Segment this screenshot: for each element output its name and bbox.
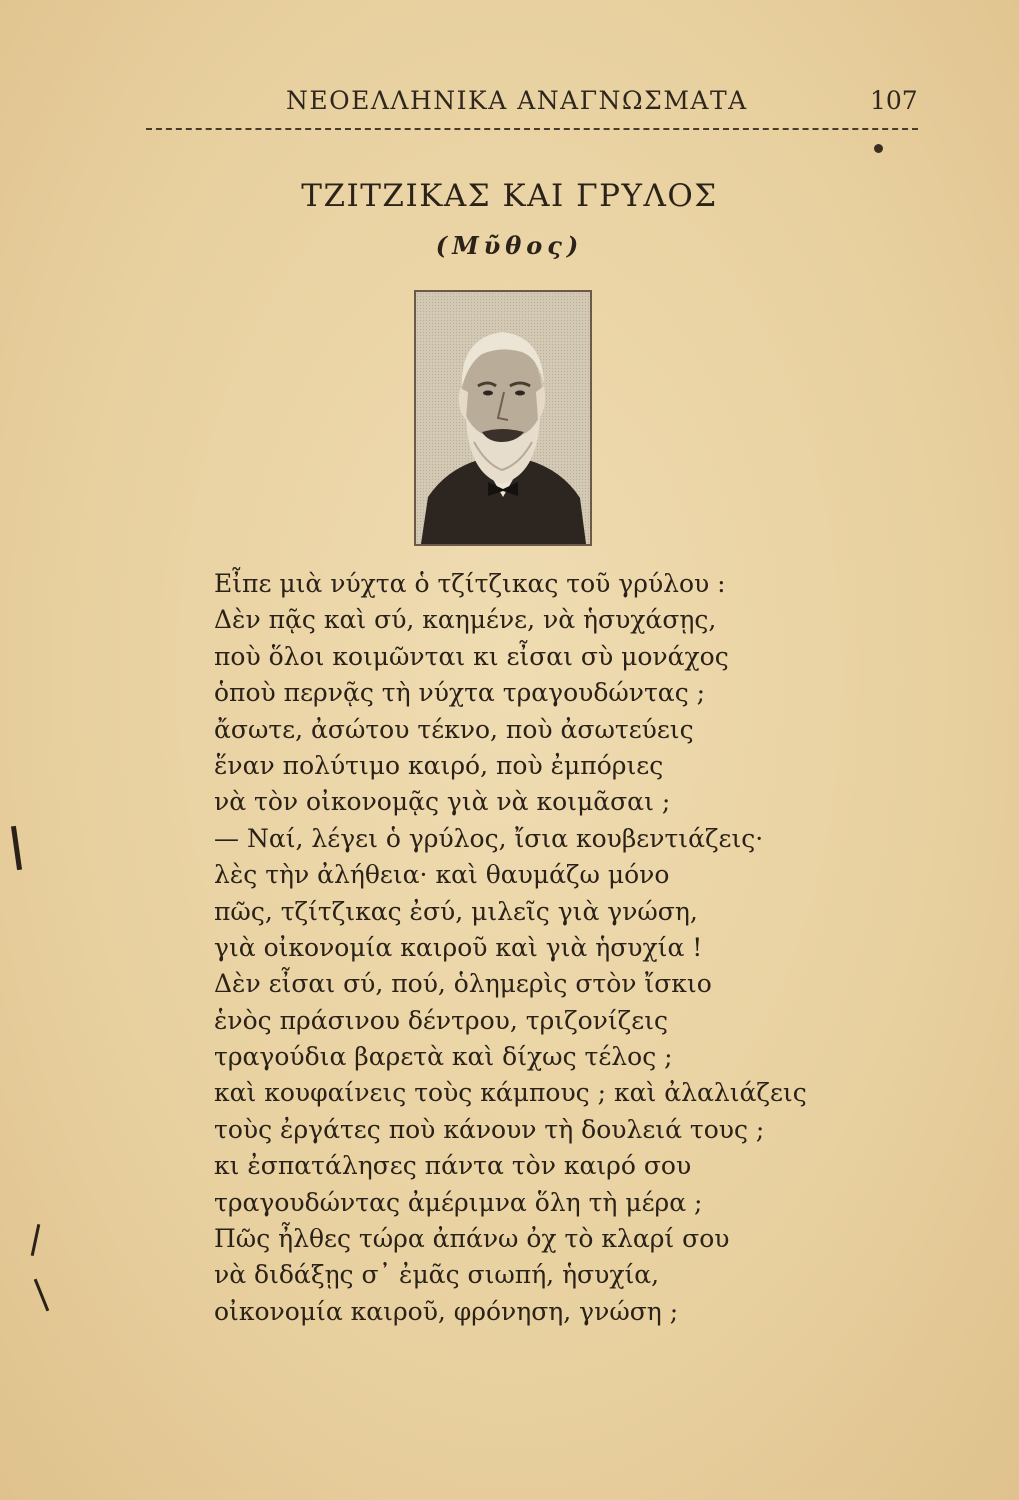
poem-line: Πῶς ἦλθες τώρα ἀπάνω ὀχ τὸ κλαρί σου — [214, 1224, 730, 1254]
poem-line: κι ἐσπατάλησες πάντα τὸν καιρό σου — [214, 1151, 692, 1181]
page-number: 107 — [870, 86, 918, 115]
poem-line: τραγουδώντας ἀμέριμνα ὅλη τὴ μέρα ; — [214, 1187, 703, 1217]
poem-line: τοὺς ἐργάτες ποὺ κάνουν τὴ δουλειά τους ; — [214, 1114, 765, 1144]
poem-line: ποὺ ὅλοι κοιμῶνται κι εἶσαι σὺ μονάχος — [214, 641, 729, 671]
poem-line: τραγούδια βαρετὰ καὶ δίχως τέλος ; — [214, 1042, 673, 1072]
margin-mark — [34, 1279, 50, 1312]
header-rule — [146, 128, 918, 130]
poem-line: νὰ τὸν οἰκονομᾷς γιὰ νὰ κοιμᾶσαι ; — [214, 787, 671, 817]
poem-line: — Ναί, λέγει ὁ γρύλος, ἴσια κουβεντιάζεις· — [214, 823, 764, 853]
poem-line: ὁποὺ περνᾷς τὴ νύχτα τραγουδώντας ; — [214, 678, 706, 708]
ink-dot — [874, 144, 883, 153]
poem-line: Εἶπε μιὰ νύχτα ὁ τζίτζικας τοῦ γρύλου : — [214, 569, 726, 598]
poem-line: ἑνὸς πράσινου δέντρου, τριζονίζεις — [214, 1005, 668, 1035]
poem-line: πῶς, τζίτζικας ἐσύ, μιλεῖς γιὰ γνώση, — [214, 896, 698, 926]
portrait-image — [416, 292, 590, 544]
poem-body — [214, 566, 854, 1330]
poem-line: ἄσωτε, ἀσώτου τέκνο, ποὺ ἀσωτεύεις — [214, 714, 694, 744]
poem-subtitle: (Μῦθος) — [435, 231, 584, 260]
poem-line: Δὲν εἶσαι σύ, πού, ὁλημερὶς στὸν ἴσκιο — [214, 969, 712, 999]
poem-line: οἰκονομία καιροῦ, φρόνηση, γνώση ; — [214, 1296, 679, 1326]
margin-mark — [31, 1224, 41, 1256]
poem-line: καὶ κουφαίνεις τοὺς κάμπους ; καὶ ἀλαλιάζεις — [214, 1078, 807, 1108]
running-title: ΝΕΟΕΛΛΗΝΙΚΑ ΑΝΑΓΝΩΣΜΑΤΑ — [286, 86, 748, 115]
poem-line: γιὰ οἰκονομία καιροῦ καὶ γιὰ ἡσυχία ! — [214, 932, 703, 962]
poem-line: λὲς τὴν ἀλήθεια· καὶ θαυμάζω μόνο — [214, 860, 670, 890]
margin-mark — [11, 826, 22, 870]
running-head — [0, 86, 1019, 122]
poem-line: νὰ διδάξῃς σ᾽ ἐμᾶς σιωπή, ἡσυχία, — [214, 1260, 660, 1290]
author-portrait — [414, 290, 592, 546]
poem-line: Δὲν πᾷς καὶ σύ, καημένε, νὰ ἡσυχάσῃς, — [214, 605, 717, 635]
poem-title: ΤΖΙΤΖΙΚΑΣ ΚΑΙ ΓΡΥΛΟΣ — [301, 178, 718, 214]
poem-line: ἕναν πολύτιμο καιρό, ποὺ ἐμπόριες — [214, 750, 664, 780]
